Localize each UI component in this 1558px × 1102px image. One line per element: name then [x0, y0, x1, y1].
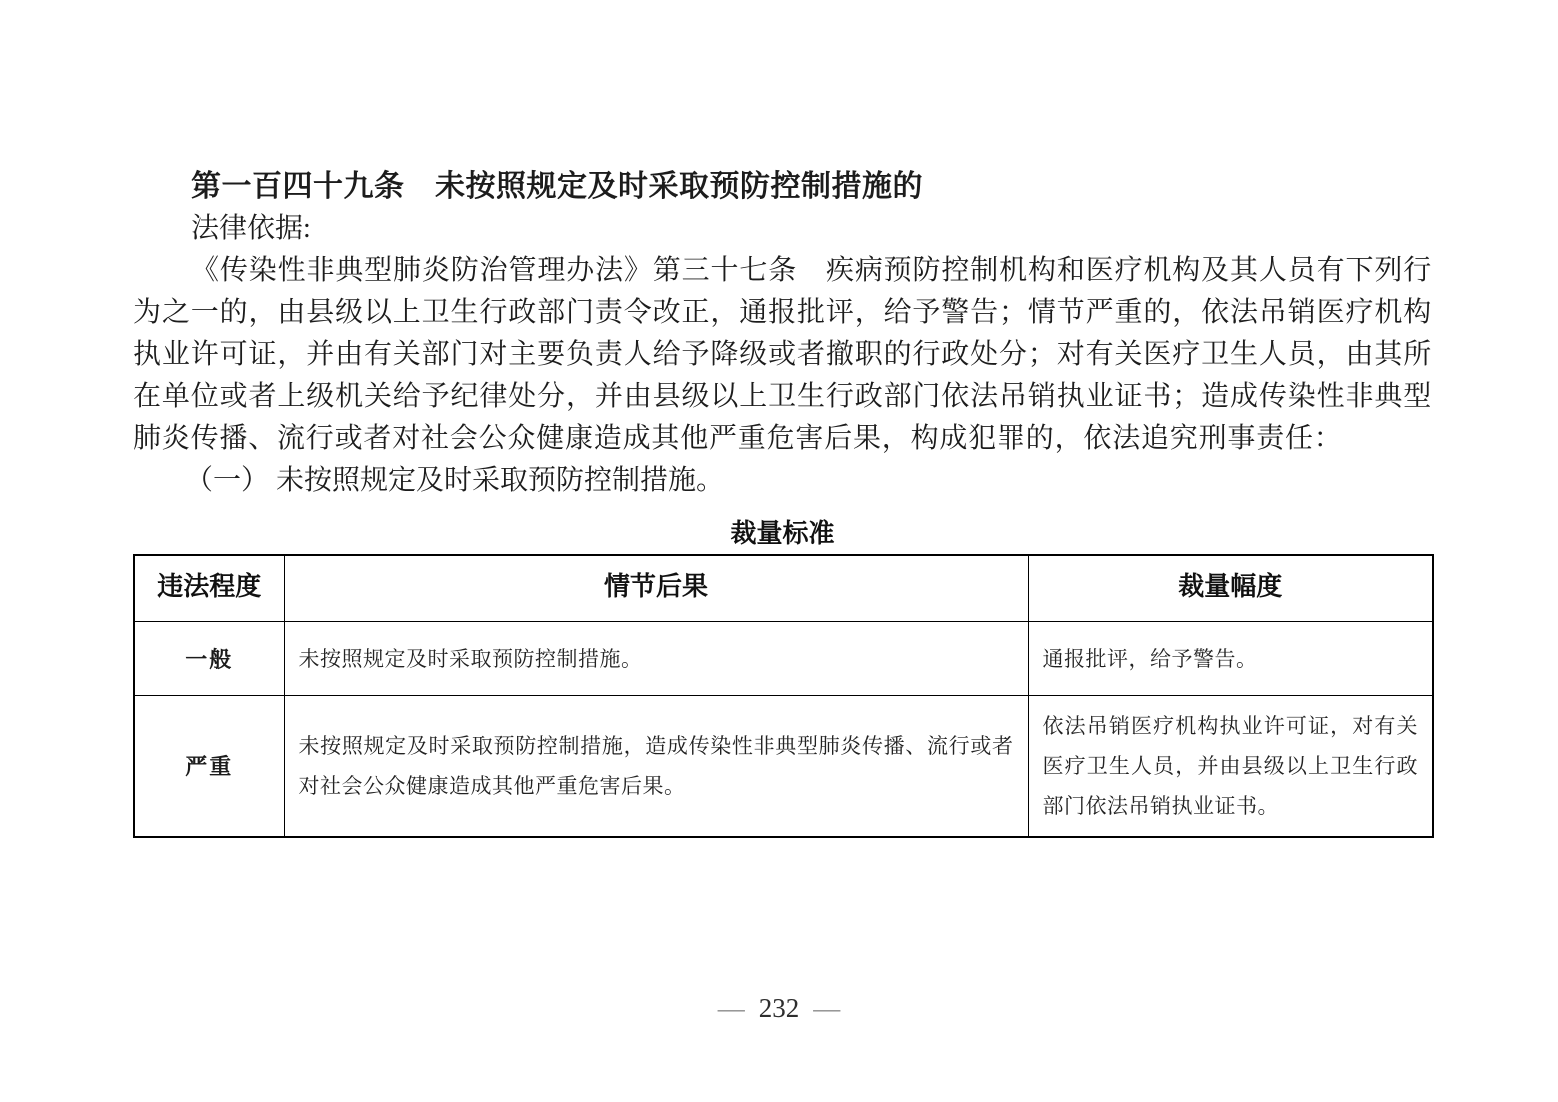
legal-basis-label: 法律依据:	[191, 213, 311, 244]
range-cell: 依法吊销医疗机构执业许可证，对有关医疗卫生人员，并由县级以上卫生行政部门依法吊销执业证书。	[1028, 696, 1433, 837]
page-number	[0, 992, 1558, 1024]
header-cell-discretion-range: 裁量幅度	[1028, 555, 1433, 622]
table-title: 裁量标准	[730, 518, 835, 548]
level-cell: 严重	[134, 696, 284, 837]
table-row	[134, 696, 1433, 837]
level-cell: 一般	[134, 622, 284, 696]
legal-basis-text: 《传染性非典型肺炎防治管理办法》第三十七条 疾病预防控制机构和医疗机构及其人员有下列行为之一的，由县级以上卫生行政部门责令改正，通报批评，给予警告；情节严重的，依法吊销医疗机构执业许可证，并由有关部门对主要负责人给予降级或者撤职的行政处分；对有关医疗卫生人员，由其所在单位或者上级机关给予纪律处分，并由县级以上卫生行政部门依法吊销执业证书；造成传染性非典型肺炎传播、流行或者对社会公众健康造成其他严重危害后果，构成犯罪的，依法追究刑事责任：	[133, 255, 1432, 454]
circumstance-cell: 未按照规定及时采取预防控制措施。	[284, 622, 1028, 696]
table-row	[134, 622, 1433, 696]
header-cell-violation-level: 违法程度	[134, 555, 284, 622]
table-header-row	[134, 555, 1433, 622]
item-1: （一） 未按照规定及时采取预防控制措施。	[185, 465, 725, 496]
discretion-table	[133, 554, 1434, 838]
page-number-value: 232	[758, 993, 800, 1023]
range-cell: 通报批评，给予警告。	[1028, 622, 1433, 696]
document-page	[133, 166, 1432, 838]
article-title: 第一百四十九条 未按照规定及时采取预防控制措施的	[191, 170, 923, 203]
header-cell-circumstance: 情节后果	[284, 555, 1028, 622]
page-number-dash-left: —	[717, 993, 745, 1023]
page-number-dash-right: —	[813, 993, 841, 1023]
circumstance-cell: 未按照规定及时采取预防控制措施，造成传染性非典型肺炎传播、流行或者对社会公众健康造成其他严重危害后果。	[284, 696, 1028, 837]
